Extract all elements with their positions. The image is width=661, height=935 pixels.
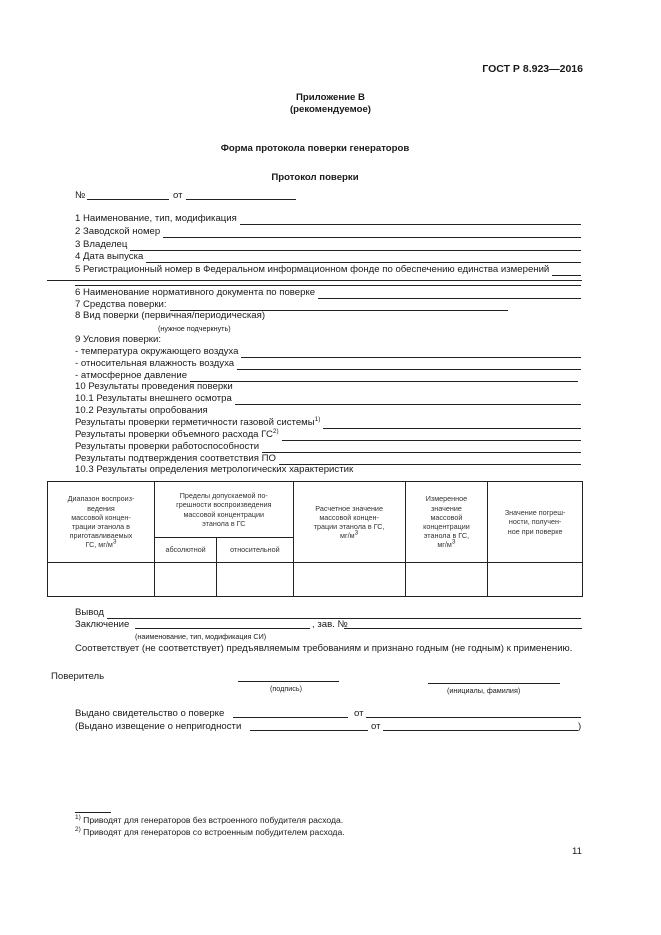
standard-number: ГОСТ Р 8.923—2016 xyxy=(482,63,583,75)
number-label: № xyxy=(75,190,86,201)
field-operability[interactable]: Результаты проверки работоспособности xyxy=(75,441,581,453)
cell-measured[interactable] xyxy=(405,563,488,597)
cell-relative[interactable] xyxy=(217,563,293,597)
notice-date-field[interactable] xyxy=(383,730,578,731)
field-release-date[interactable]: 4 Дата выпуска xyxy=(75,251,581,263)
cell-absolute[interactable] xyxy=(155,563,217,597)
metrological-title: 10.3 Результаты определения метрологических характеристик xyxy=(75,464,354,475)
appendix-title: Приложение В xyxy=(296,92,365,103)
notice-close-paren: ) xyxy=(578,721,582,732)
compliance-statement: Соответствует (не соответствует) предъявляемым требованиям и признано годным (не годным) к применению. xyxy=(75,643,573,654)
col-range-header: Диапазон воспроиз- ведения массовой концен- трации этанола в приготавливаемых ГС, $мг/м^3$ xyxy=(48,482,155,563)
conclusion-label: Заключение xyxy=(75,619,130,630)
results-title: 10 Результаты проведения поверки xyxy=(75,381,233,392)
date-from-label: от xyxy=(173,190,183,201)
serial-label: , зав. № xyxy=(312,619,348,630)
notice-number-field[interactable] xyxy=(250,730,368,731)
name-hint: (инициалы, фамилия) xyxy=(447,686,521,695)
results-table xyxy=(47,481,583,597)
field-owner[interactable]: 3 Владелец xyxy=(75,239,581,251)
table-row xyxy=(48,563,583,597)
certificate-number-field[interactable] xyxy=(233,717,348,718)
field-registration-line2[interactable] xyxy=(47,280,582,281)
field-serial-number[interactable]: 2 Заводской номер xyxy=(75,226,581,238)
page-number: 11 xyxy=(572,846,582,857)
signature-field[interactable] xyxy=(238,681,339,682)
footnote-1: $^{1)}$ Приводят для генераторов без встроенного побудителя расхода. xyxy=(75,814,344,825)
col-error-limits-header: Пределы допускаемой по- грешности воспроизведения массовой концентрации этанола в ГС xyxy=(155,482,294,538)
cell-calculated[interactable] xyxy=(293,563,405,597)
notice-from-label: от xyxy=(371,721,381,732)
name-field[interactable] xyxy=(428,683,560,684)
field-software[interactable]: Результаты подтверждения соответствия ПО xyxy=(75,453,581,465)
separator-line xyxy=(75,285,581,286)
certificate-from-label: от xyxy=(354,708,364,719)
cell-error[interactable] xyxy=(488,563,583,597)
cell-range[interactable] xyxy=(48,563,155,597)
field-tightness[interactable]: Результаты проверки герметичности газовой системы$^{1)}$ xyxy=(75,417,581,429)
field-flow-rate[interactable]: Результаты проверки объемного расхода ГС$^{2)}$ xyxy=(75,429,581,441)
certificate-issued-label: Выдано свидетельство о поверке xyxy=(75,708,225,719)
col-error-result-header: Значение погреш- ности, получен- ное при поверке xyxy=(488,482,583,563)
date-field[interactable] xyxy=(186,199,296,200)
field-temperature[interactable]: - температура окружающего воздуха xyxy=(75,346,581,358)
signature-hint: (подпись) xyxy=(270,684,302,693)
certificate-date-field[interactable] xyxy=(366,717,581,718)
conclusion-hint: (наименование, тип, модификация СИ) xyxy=(135,632,267,641)
footnote-2: $^{2)}$ Приводят для генераторов со встроенным побудителем расхода. xyxy=(75,826,345,837)
col-absolute-header: абсолютной xyxy=(155,538,217,563)
underline-hint: (нужное подчеркнуть) xyxy=(158,324,231,333)
number-field[interactable] xyxy=(87,199,169,200)
field-registration-number[interactable]: 5 Регистрационный номер в Федеральном информационном фонде по обеспечению единства измерений xyxy=(75,264,581,276)
conditions-title: 9 Условия поверки: xyxy=(75,334,162,345)
col-measured-header: Измеренное значение массовой концентрации этанола в ГС, $мг/м^3$ xyxy=(405,482,488,563)
footnote-separator xyxy=(75,812,111,813)
verification-type: 8 Вид поверки (первичная/периодическая) xyxy=(75,310,266,321)
field-pressure[interactable]: - атмосферное давление xyxy=(75,370,578,382)
testing-title: 10.2 Результаты опробования xyxy=(75,405,208,416)
field-normative-document[interactable]: 6 Наименование нормативного документа по поверке xyxy=(75,287,581,299)
field-output[interactable]: Вывод xyxy=(75,607,581,619)
conclusion-field[interactable] xyxy=(135,628,310,629)
verifier-label: Поверитель xyxy=(51,671,105,682)
field-visual-inspection[interactable]: 10.1 Результаты внешнего осмотра xyxy=(75,393,581,405)
field-verification-tools[interactable]: 7 Средства поверки: xyxy=(75,299,508,311)
notice-label: (Выдано извещение о непригодности xyxy=(75,721,242,732)
appendix-note: (рекомендуемое) xyxy=(289,104,371,115)
serial-field[interactable] xyxy=(344,628,582,629)
protocol-title: Протокол поверки xyxy=(271,172,359,183)
col-relative-header: относительной xyxy=(217,538,293,563)
field-humidity[interactable]: - относительная влажность воздуха xyxy=(75,358,581,370)
form-title: Форма протокола поверки генераторов xyxy=(220,143,410,154)
col-calculated-header: Расчетное значение массовой концен- трации этанола в ГС, $мг/м^3$ xyxy=(293,482,405,563)
field-name-type[interactable]: 1 Наименование, тип, модификация xyxy=(75,213,581,225)
